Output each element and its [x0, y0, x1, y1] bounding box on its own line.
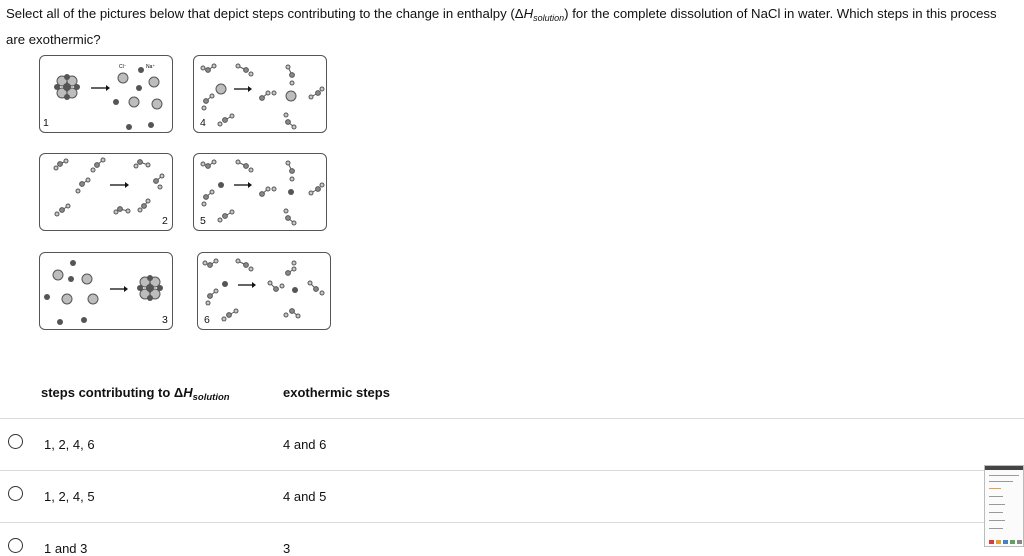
lattice-icon — [54, 74, 80, 100]
step-number: 6 — [204, 314, 210, 326]
step-picture-1 — [39, 55, 173, 133]
lattice-to-ions-diagram — [40, 56, 174, 134]
option-steps: 1, 2, 4, 5 — [44, 489, 95, 504]
page-thumbnail[interactable] — [984, 465, 1024, 547]
arrow-icon — [110, 286, 128, 292]
step-number: 4 — [200, 117, 206, 129]
water-molecule-icon — [201, 64, 324, 129]
ion-hydration-diagram — [194, 154, 328, 232]
lattice-icon — [137, 275, 163, 301]
option-steps: 1, 2, 4, 6 — [44, 437, 95, 452]
radio-button-icon[interactable] — [8, 434, 23, 449]
step-number: 3 — [162, 314, 168, 326]
arrow-icon — [234, 86, 252, 92]
step-number: 5 — [200, 215, 206, 227]
water-molecule-icon — [54, 158, 164, 216]
thumbnail-icon — [989, 540, 994, 544]
arrow-icon — [110, 182, 129, 188]
row-divider — [0, 418, 1024, 419]
column-header-steps: steps contributing to $\Delta H_{solution}$ — [41, 385, 230, 403]
ion-hydration-diagram — [198, 253, 332, 331]
answer-option-1[interactable] — [0, 418, 1024, 470]
step-picture-3 — [39, 252, 173, 330]
sodium-label: Na⁺ — [146, 64, 156, 70]
step-picture-4 — [193, 55, 327, 133]
thumbnail-line — [989, 475, 1019, 476]
thumbnail-header — [985, 466, 1024, 470]
step-picture-2 — [39, 153, 173, 231]
water-separation-diagram — [40, 154, 174, 232]
option-exothermic: 4 and 5 — [283, 489, 327, 504]
ion-hydration-diagram — [194, 56, 328, 134]
column-header-exothermic: exothermic steps — [283, 385, 390, 400]
radio-button-icon[interactable] — [8, 486, 23, 501]
arrow-icon — [91, 85, 110, 91]
thumbnail-icon — [996, 540, 1001, 544]
chloride-label: Cl⁻ — [119, 64, 127, 70]
thumbnail-icon — [1010, 540, 1015, 544]
step-picture-5 — [193, 153, 327, 231]
thumbnail-line — [989, 520, 1005, 521]
thumbnail-line — [989, 496, 1003, 497]
step-number: 1 — [43, 117, 49, 129]
answer-option-2[interactable] — [0, 470, 1024, 522]
thumbnail-line — [989, 504, 1005, 505]
option-exothermic: 3 — [283, 541, 291, 556]
step-number: 2 — [162, 215, 168, 227]
arrow-icon — [234, 182, 252, 188]
water-molecule-icon — [201, 160, 324, 225]
row-divider — [0, 470, 1024, 471]
step-picture-6 — [197, 252, 331, 330]
row-divider — [0, 522, 1024, 523]
thumbnail-icon — [1003, 540, 1008, 544]
water-molecule-icon — [203, 259, 324, 321]
thumbnail-icon — [1017, 540, 1022, 544]
option-exothermic: 4 and 6 — [283, 437, 327, 452]
answer-option-3[interactable] — [0, 522, 1024, 555]
radio-button-icon[interactable] — [8, 538, 23, 553]
option-steps: 1 and 3 — [44, 541, 88, 556]
thumbnail-line — [989, 512, 1003, 513]
thumbnail-line — [989, 488, 1001, 489]
thumbnail-line — [989, 528, 1003, 529]
arrow-icon — [238, 282, 256, 288]
question-text: Select all of the pictures below that depict steps contributing to the change in enthalpy $(\Delta H_{solution})$ for the complete dissolution of NaCl in water. Which steps in this process are exothermic? — [6, 6, 997, 47]
ions-to-lattice-diagram — [40, 253, 174, 331]
thumbnail-line — [989, 481, 1013, 482]
